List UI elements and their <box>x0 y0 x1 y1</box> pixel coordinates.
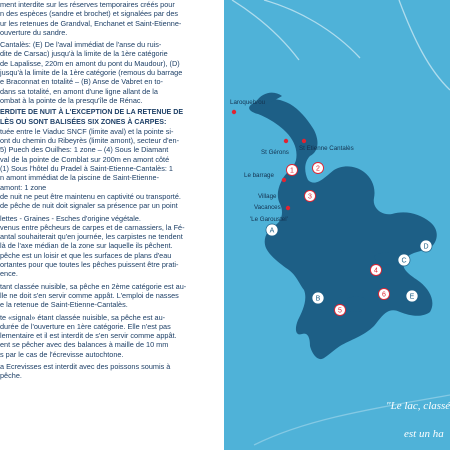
reserve-b-marker <box>312 292 324 304</box>
st-gerons-dot <box>284 139 288 143</box>
text-line: LÈS OU SONT BALISÉES SIX ZONES À CARPES: <box>0 117 167 126</box>
garoustel-label: 'Le Garoustel' <box>250 216 288 223</box>
reserve-d-label: D <box>423 243 429 251</box>
reserve-e-label: E <box>409 293 415 301</box>
carp-zone-1-marker <box>287 165 298 176</box>
text-line: lementaire et il est interdit de s'en servir comme appât. <box>0 331 177 341</box>
carp-zone-1-label: 1 <box>290 167 294 175</box>
st-etienne-dot <box>302 139 306 143</box>
le-barrage-dot <box>282 178 286 182</box>
carp-zone-4-marker <box>371 265 382 276</box>
reserve-c-label: C <box>401 257 407 265</box>
lake-water <box>249 93 437 359</box>
text-line: ouverture du sandre. <box>0 27 68 37</box>
st-etienne-label: St Etienne Cantalès <box>299 145 354 152</box>
carp-zone-5-marker <box>335 305 346 316</box>
text-line: durée de l'ouverture en 1ère catégorie. Elle n'est pas <box>0 321 171 331</box>
carp-zone-2-label: 2 <box>316 165 320 173</box>
carp-zone-2-marker <box>313 163 324 174</box>
text-line: tant classée nuisible, sa pêche en 2ème catégorie est au- <box>0 281 187 291</box>
text-line: Cantalès: (E) De l'aval immédiat de l'anse du ruis- <box>0 40 162 50</box>
text-line: tuée entre le Viaduc SNCF (limite aval) et la pointe si- <box>0 126 174 136</box>
laroquebrou-dot <box>232 110 236 114</box>
text-line: pêche est un loisir et que les surfaces de plans d'eau <box>0 250 172 260</box>
text-line: n amont immédiat de la piscine de Saint-Etienne- <box>0 173 159 183</box>
text-line: de pêche de nuit doit signaler sa présence par un point <box>0 201 178 211</box>
quote-line-2: est un ha <box>404 428 444 440</box>
vacances-label: Vacances <box>254 204 281 211</box>
text-line: dans sa totalité, en amont d'une ligne allant de la <box>0 86 158 96</box>
reserve-c-marker <box>398 254 410 266</box>
carp-zone-3-label: 3 <box>308 193 312 201</box>
carp-zone-6-label: 6 <box>382 291 386 299</box>
reserve-a-label: A <box>269 227 275 235</box>
village-vacances-dot <box>286 206 290 210</box>
text-line: ortantes pour que toutes les pêches puissent être prati- <box>0 260 179 270</box>
village-label: Village <box>258 193 277 200</box>
laroquebrou-label: Laroquebrou <box>230 99 266 106</box>
text-line: 5) Puech des Ouilhes: 1 zone – (4) Sous le Diamant <box>0 145 169 155</box>
text-line: s par le cas de l'écrevisse autochtone. <box>0 349 124 359</box>
carp-zone-3-marker <box>305 191 316 202</box>
text-line: e Braconnat en totalité – (B) Anse de Vabret en to- <box>0 77 163 87</box>
text-line: lle ne doit s'en servir comme appât. L'emploi de nasses <box>0 290 179 300</box>
text-line: ment interdite sur les réserves temporaires créés pour <box>0 0 175 9</box>
text-line: ERDITE DE NUIT À L'EXCEPTION DE LA RETENUE DE <box>0 108 184 117</box>
reserve-a-marker <box>266 224 278 236</box>
text-line: val de la pointe de Comblat sur 200m en amont côté <box>0 154 170 164</box>
text-line: te «signal» étant classée nuisible, sa pêche est au- <box>0 312 166 322</box>
text-line: amont: 1 zone <box>0 182 47 192</box>
text-line: ence. <box>0 269 18 279</box>
text-line: pêche. <box>0 371 22 381</box>
carp-zone-5-label: 5 <box>338 307 342 315</box>
lake-map <box>224 0 450 450</box>
reserve-e-marker <box>406 290 418 302</box>
carp-zone-6-marker <box>379 289 390 300</box>
carp-zone-4-label: 4 <box>374 267 378 275</box>
text-line: antal souhaiterait qu'en journée, les carpistes ne tendent <box>0 232 183 242</box>
text-line: (1) Sous l'hôtel du Pradel à Saint-Etienne-Cantalès: 1 <box>0 164 173 174</box>
st-gerons-label: St Gérons <box>261 149 289 156</box>
text-line: venus entre pêcheurs de carpes et de carnassiers, la Fé- <box>0 222 185 232</box>
text-line: dite de Carsac) jusqu'à la limite de la 1ère catégorie <box>0 49 168 59</box>
text-line: ent se pêcher avec des balances à maille de 10 mm <box>0 340 169 350</box>
le-barrage-label: Le barrage <box>244 172 274 179</box>
text-line: ur les retenues de Grandval, Enchanet et Saint-Etienne- <box>0 18 182 28</box>
regulations-text-column <box>0 0 212 450</box>
text-line: e la retenue de Saint-Etienne-Cantalès. <box>0 300 128 310</box>
reserve-b-label: B <box>315 295 321 303</box>
text-line: jusqu'à la limite de la 1ère catégorie (remous du barrage <box>0 68 183 78</box>
text-line: de Lapalisse, 220m en amont du pont du Maudour), (D) <box>0 58 180 68</box>
text-line: n des espèces (sandre et brochet) et signalées par des <box>0 9 179 19</box>
text-line: a Ecrevisses est interdit avec des poissons soumis à <box>0 361 171 371</box>
text-line: ont du chemin du Ribeyrès (limite amont), secteur d'en- <box>0 136 180 146</box>
reserve-d-marker <box>420 240 432 252</box>
text-line: là de l'axe médian de la zone sur laquelle ils pêchent. <box>0 241 173 251</box>
lake-map-panel <box>224 0 450 450</box>
text-line: lettes - Graines - Esches d'origine végétale. <box>0 213 141 223</box>
text-line: ombat à la pointe de la presqu'île de Rénac. <box>0 95 143 105</box>
text-line: de nuit ne peut être maintenu en captivité ou transporté. <box>0 191 181 201</box>
quote-line-1: "Le lac, classé <box>386 400 450 412</box>
